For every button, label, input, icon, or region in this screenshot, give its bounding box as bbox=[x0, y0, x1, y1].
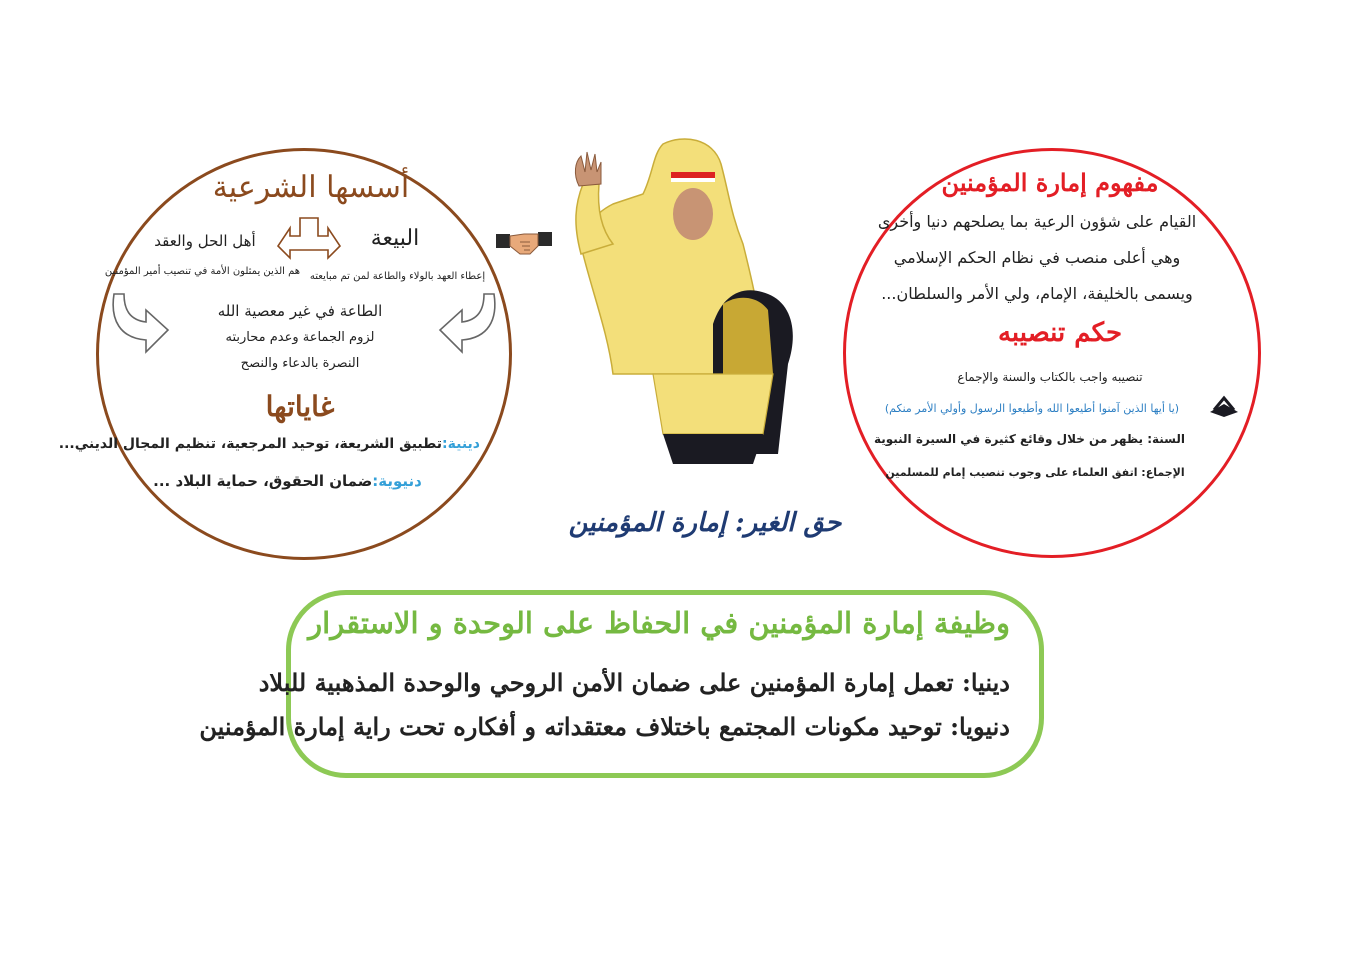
right-circle-title: مفهوم إمارة المؤمنين bbox=[941, 168, 1159, 197]
curved-arrow-icon bbox=[436, 290, 500, 356]
quran-verse: (يا أيها الذين آمنوا أطيعوا الله وأطيعوا الرسول وأولي الأمر منكم) bbox=[884, 402, 1180, 415]
curved-arrow-icon bbox=[108, 290, 172, 356]
worldly-goals-text: ضمان الحقوق، حماية البلاد ... bbox=[153, 472, 373, 490]
religious-goals-text: تطبيق الشريعة، توحيد المرجعية، تنظيم المجال الديني... bbox=[58, 436, 443, 452]
ruling-statement: تنصيبه واجب بالكتاب والسنة والإجماع bbox=[957, 370, 1143, 384]
ruling-heading: حكم تنصيبه bbox=[997, 318, 1123, 348]
obedience-text: الطاعة في غير معصية الله bbox=[217, 302, 383, 320]
concept-definition-line-2: وهي أعلى منصب في نظام الحكم الإسلامي bbox=[893, 248, 1181, 267]
function-title: وظيفة إمارة المؤمنين في الحفاظ على الوحدة و الاستقرار bbox=[308, 606, 1010, 640]
religious-goals bbox=[58, 436, 480, 452]
community-text: لزوم الجماعة وعدم محاربته bbox=[225, 330, 375, 345]
support-text: النصرة بالدعاء والنصح bbox=[240, 356, 360, 371]
handshake-icon bbox=[496, 224, 552, 264]
function-religious-line: دينيا: تعمل إمارة المؤمنين على ضمان الأمن الروحي والوحدة المذهبية للبلاد bbox=[258, 668, 1010, 697]
right-circle-concept bbox=[843, 148, 1261, 558]
religious-goals-label: دينية: bbox=[442, 436, 480, 452]
worldly-goals bbox=[150, 472, 425, 490]
center-caption: حق الغير: إمارة المؤمنين bbox=[568, 508, 842, 538]
concept-definition-line-3: ويسمى بالخليفة، الإمام، ولي الأمر والسلطان... bbox=[881, 284, 1193, 303]
bay3a-definition: إعطاء العهد بالولاء والطاعة لمن تم مبايعته bbox=[309, 271, 486, 282]
ijma-evidence: الإجماع: اتفق العلماء على وجوب تنصيب إمام للمسلمين bbox=[885, 466, 1185, 479]
ahl-al-hall-definition: هم الذين يمثلون الأمة في تنصيب أمير المؤمنين bbox=[104, 266, 300, 277]
ahl-al-hall-label: أهل الحل والعقد bbox=[154, 232, 256, 250]
double-arrow-icon bbox=[276, 216, 342, 260]
bay3a-label: البيعة bbox=[370, 226, 420, 251]
concept-definition-line-1: القيام على شؤون الرعية بما يصلحهم دنيا وأخرى bbox=[877, 212, 1197, 231]
worldly-goals-label: دنيوية: bbox=[372, 472, 422, 490]
goals-heading: غاياتها bbox=[265, 390, 335, 423]
sunna-evidence: السنة: يظهر من خلال وقائع كثيرة في السيرة النبوية bbox=[873, 432, 1185, 446]
left-circle-title: أسسها الشرعية bbox=[212, 170, 410, 205]
quran-icon bbox=[1208, 394, 1240, 418]
rider-figure-image bbox=[553, 134, 813, 488]
function-worldly-line: دنيويا: توحيد مكونات المجتمع باختلاف معتقداته و أفكاره تحت راية إمارة المؤمنين bbox=[199, 712, 1010, 741]
